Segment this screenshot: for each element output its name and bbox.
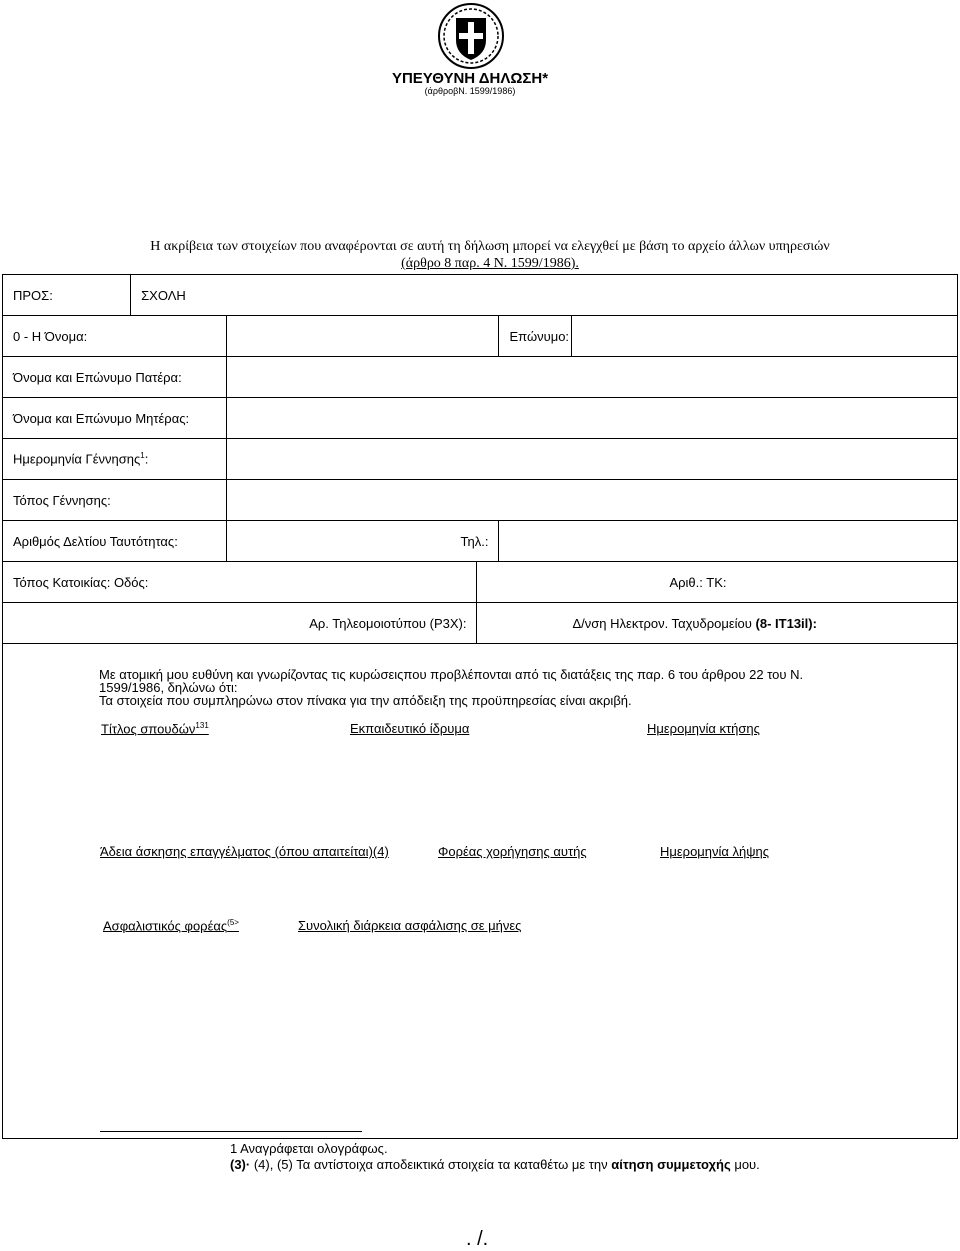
birthdate-label-text: Ημερομηνία Γέννησης	[13, 451, 141, 467]
receipt-date-heading: Ημερομηνία λήψης	[660, 844, 770, 859]
residence-label: Τόπος Κατοικίας: Οδός:	[3, 562, 477, 603]
to-field[interactable]: ΣΧΟΛΗ	[131, 275, 958, 316]
notice-line-2: (άρθρο 8 παρ. 4 Ν. 1599/1986).	[401, 256, 579, 271]
declaration-form	[2, 274, 958, 1139]
mother-name-label: Όνομα και Επώνυμο Μητέρας:	[3, 398, 227, 439]
name-field[interactable]	[227, 316, 499, 357]
license-heading: Άδεια άσκησης επαγγέλματος (όπου απαιτείται)(4)	[100, 844, 389, 859]
father-name-field[interactable]	[227, 357, 958, 398]
footnote-separator	[100, 1131, 362, 1132]
document-title: ΥΠΕΥΘΥΝΗ ΔΗΛΩΣΗ*	[391, 70, 549, 87]
footnote-2	[230, 1157, 760, 1172]
declaration-box	[3, 644, 958, 1139]
notice-line-1: Η ακρίβεια των στοιχείων που αναφέρονται σε αυτή τη δήλωση μπορεί να ελεγχθεί με βάση το αρχείο άλλων υπηρεσιών	[150, 239, 830, 254]
id-card-label: Αριθμός Δελτίου Ταυτότητας:	[3, 521, 227, 562]
to-label: ΠΡΟΣ:	[3, 275, 131, 316]
declaration-line-2: 1599/1986, δηλώνω ότι:	[99, 680, 238, 695]
insurance-duration-heading: Συνολική διάρκεια ασφάλισης σε μήνες	[298, 918, 522, 933]
residence-number-label[interactable]: Αριθ.: ΤΚ:	[477, 562, 958, 603]
email-label[interactable]	[477, 603, 958, 644]
phone-field[interactable]	[499, 521, 958, 562]
license-issuer-heading: Φορέας χορήγησης αυτής	[438, 844, 587, 859]
footnote-2-bold: αίτηση συμμετοχής	[611, 1157, 731, 1172]
declaration-line-3: Τα στοιχεία που συμπληρώνω στον πίνακα για την απόδειξη της προϋπηρεσίας είναι ακριβή.	[99, 693, 632, 708]
birthdate-footnote-ref: 1	[140, 451, 145, 461]
declaration-line-1: Με ατομική μου ευθύνη και γνωρίζοντας τις κυρώσειςπου προβλέπονται από τις διατάξεις της παρ. 6 του άρθρου 22 του Ν.	[99, 667, 804, 682]
birthplace-field[interactable]	[227, 480, 958, 521]
footnote-2-ref: (3)·	[230, 1157, 251, 1172]
email-label-code: (8- ΙΤ13il):	[755, 615, 817, 631]
mother-name-field[interactable]	[227, 398, 958, 439]
father-name-label: Όνομα και Επώνυμο Πατέρα:	[3, 357, 227, 398]
verification-notice	[100, 238, 880, 272]
surname-label: Επώνυμο:	[499, 316, 571, 357]
fax-label: Αρ. Τηλεομοιοτύπου (Ρ3Χ):	[3, 603, 477, 644]
institution-heading: Εκπαιδευτικό ίδρυμα	[350, 721, 470, 736]
studies-title-text: Τίτλος σπουδών	[101, 721, 196, 737]
email-label-text: Δ/νση Ηλεκτρον. Ταχυδρομείου	[572, 615, 752, 631]
insurance-heading	[103, 918, 239, 933]
footnote-2-text: (4), (5) Τα αντίστοιχα αποδεικτικά στοιχεία τα καταθέτω με την	[250, 1157, 612, 1172]
insurance-text: Ασφαλιστικός φορέας	[103, 918, 228, 934]
phone-label: Τηλ.:	[227, 521, 499, 562]
birthplace-label: Τόπος Γέννησης:	[3, 480, 227, 521]
footnote-1: 1 Αναγράφεται ολογράφως.	[230, 1141, 388, 1156]
studies-title-heading	[101, 721, 209, 736]
studies-footnote-ref: 131	[195, 721, 209, 730]
insurance-footnote-ref: (5>	[227, 918, 239, 927]
surname-field[interactable]	[571, 316, 957, 357]
footnote-2-end: μου.	[730, 1157, 760, 1172]
document-subtitle: (άρθροβΝ. 1599/1986)	[424, 86, 516, 96]
birthdate-field[interactable]	[227, 439, 958, 480]
name-label: 0 - Η Όνομα:	[3, 316, 227, 357]
acquisition-date-heading: Ημερομηνία κτήσης	[647, 721, 760, 736]
page-continuation-mark: . /.	[466, 1228, 489, 1250]
greek-coat-of-arms-icon	[437, 2, 505, 70]
birthdate-label: Ημερομηνία Γέννησης$^1$:	[3, 439, 227, 480]
